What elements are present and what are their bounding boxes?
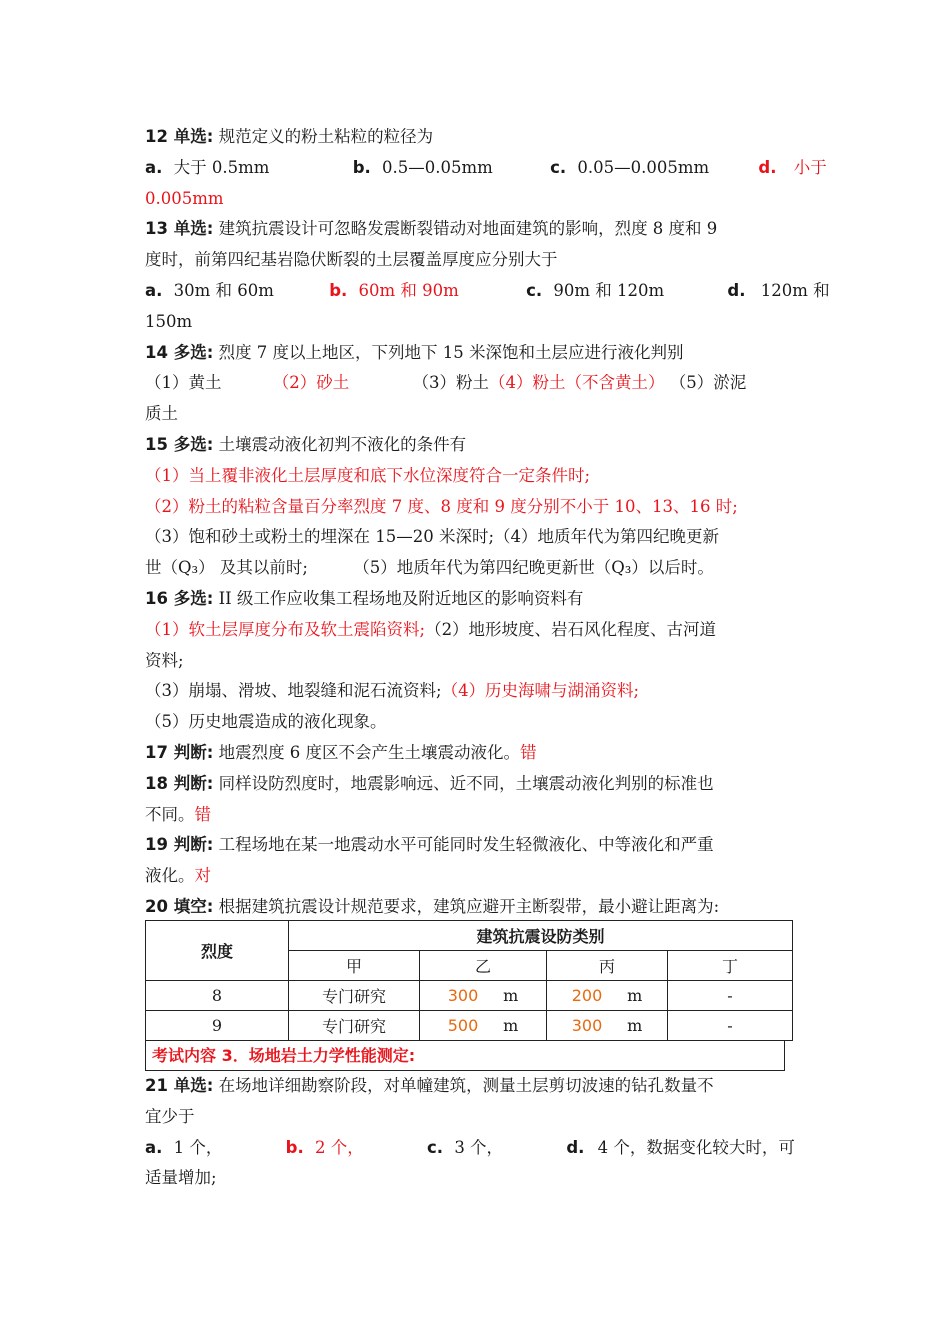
question-number: 20 填空: xyxy=(145,896,214,916)
question-number: 13 单选: xyxy=(145,219,214,239)
question-number: 17 判断: xyxy=(145,742,214,762)
cell-jia: 专门研究 xyxy=(289,1011,420,1041)
option-2: （2）粉土的粘粒含量百分率烈度 7 度、8 度和 9 度分别不小于 10、13、16 时; xyxy=(145,496,738,516)
question-17 xyxy=(145,738,810,769)
header-cat: 丁 xyxy=(668,951,793,981)
question-text: 地震烈度 6 度区不会产生土壤震动液化。 xyxy=(218,742,521,762)
unit: m xyxy=(503,986,519,1005)
option-d-continued: 150m xyxy=(145,311,193,331)
question-19 xyxy=(145,830,810,861)
option-d-continued: 0.005mm xyxy=(145,188,224,208)
option-5-continued: 质土 xyxy=(145,404,178,424)
option-2: （2）砂土 xyxy=(272,373,350,393)
fill-value: 500 xyxy=(447,1016,479,1035)
option-d-continued: 适量增加; xyxy=(145,1168,217,1188)
unit: m xyxy=(627,986,643,1005)
document-body-continued xyxy=(145,1071,810,1194)
option-key: a. xyxy=(145,280,163,300)
cell-yi xyxy=(420,981,547,1011)
question-19-line xyxy=(145,861,810,892)
question-16-line xyxy=(145,615,810,646)
question-text: 在场地详细勘察阶段，对单幢建筑，测量土层剪切波速的钻孔数量不 xyxy=(218,1076,714,1095)
header-cat: 乙 xyxy=(420,951,547,981)
option-2: （2）地形坡度、岩石风化程度、古河道 xyxy=(425,619,717,639)
cell-intensity: 9 xyxy=(146,1011,289,1041)
option-a: 1 个， xyxy=(173,1137,223,1157)
question-text: 规范定义的粉土粘粒的粒径为 xyxy=(218,127,434,146)
option-2-continued: 资料; xyxy=(145,650,184,670)
option-c: 90m 和 120m xyxy=(553,280,665,300)
option-5: （5）淤泥 xyxy=(669,373,747,393)
question-16-line xyxy=(145,676,810,707)
question-21 xyxy=(145,1071,810,1102)
option-3-4: （3）饱和砂土或粉土的埋深在 15—20 米深时;（4）地质年代为第四纪晚更新 xyxy=(145,527,720,547)
option-key: c. xyxy=(550,157,567,177)
cell-yi xyxy=(420,1011,547,1041)
question-16 xyxy=(145,584,810,615)
exam-section-heading: 考试内容 3．场地岩土力学性能测定: xyxy=(145,1041,785,1071)
question-text: 土壤震动液化初判不液化的条件有 xyxy=(218,434,467,454)
question-15 xyxy=(145,430,810,461)
cell-ding: - xyxy=(668,1011,793,1041)
cell-bing xyxy=(547,981,668,1011)
question-number: 14 多选: xyxy=(145,342,214,362)
option-d: 120m 和 xyxy=(760,280,830,300)
answer: 错 xyxy=(520,742,537,762)
question-12-options xyxy=(145,153,827,184)
option-a: 大于 0.5mm xyxy=(173,157,270,177)
question-text: 工程场地在某一地震动水平可能同时发生轻微液化、中等液化和严重 xyxy=(218,835,714,855)
cell-bing xyxy=(547,1011,668,1041)
question-12 xyxy=(145,122,810,153)
question-number: 18 判断: xyxy=(145,773,214,793)
question-number: 21 单选: xyxy=(145,1076,214,1095)
answer: 错 xyxy=(194,804,211,824)
unit: m xyxy=(627,1016,643,1035)
option-3: （3）崩塌、滑坡、地裂缝和泥石流资料; xyxy=(145,681,442,701)
question-text: 建筑抗震设计可忽略发震断裂错动对地面建筑的影响，烈度 8 度和 9 xyxy=(218,219,718,239)
option-4: （4）粉土（不含黄土） xyxy=(489,373,665,393)
cell-ding: - xyxy=(668,981,793,1011)
fill-value: 300 xyxy=(447,986,479,1005)
answer: 对 xyxy=(194,866,211,886)
option-key: b. xyxy=(352,157,371,177)
question-number: 15 多选: xyxy=(145,434,214,454)
table-row xyxy=(146,981,793,1011)
question-13-options xyxy=(145,276,830,307)
option-c: 3 个， xyxy=(454,1137,504,1157)
option-key: d. xyxy=(566,1137,585,1157)
question-number: 12 单选: xyxy=(145,127,214,146)
question-20 xyxy=(145,892,810,923)
question-text-continued: 液化。 xyxy=(145,866,195,886)
question-text: 同样设防烈度时，地震影响远、近不同，土壤震动液化判别的标准也 xyxy=(218,773,714,793)
option-4: （4）历史海啸与湖涌资料; xyxy=(441,681,640,701)
question-18 xyxy=(145,769,810,800)
avoidance-distance-table xyxy=(145,920,793,1041)
question-15-line xyxy=(145,553,810,584)
question-18-line xyxy=(145,800,810,831)
header-category-group: 建筑抗震设防类别 xyxy=(289,921,793,951)
option-b: 60m 和 90m xyxy=(358,280,459,300)
option-b: 2 个， xyxy=(315,1137,364,1157)
option-key: c. xyxy=(427,1137,444,1157)
question-text-continued: 不同。 xyxy=(145,804,195,824)
option-5: （5）地质年代为第四纪晚更新世（Q₃）以后时。 xyxy=(353,558,714,578)
option-key: c. xyxy=(526,280,543,300)
option-key: a. xyxy=(145,157,163,177)
option-key: d. xyxy=(758,157,777,177)
option-a: 30m 和 60m xyxy=(173,280,274,300)
fill-value: 200 xyxy=(571,986,603,1005)
question-text: 根据建筑抗震设计规范要求，建筑应避开主断裂带，最小避让距离为: xyxy=(218,896,720,916)
question-13 xyxy=(145,214,810,245)
option-d: 小于 xyxy=(793,157,827,177)
header-cat: 甲 xyxy=(289,951,420,981)
fill-value: 300 xyxy=(571,1016,603,1035)
option-5: （5）历史地震造成的液化现象。 xyxy=(145,712,387,732)
option-4-continued: 世（Q₃） 及其以前时; xyxy=(145,558,308,578)
unit: m xyxy=(503,1016,519,1035)
question-text-continued: 度时，前第四纪基岩隐伏断裂的土层覆盖厚度应分别大于 xyxy=(145,250,558,270)
option-c: 0.05—0.005mm xyxy=(577,157,710,177)
question-21-options xyxy=(145,1133,810,1164)
option-1: （1）当上覆非液化土层厚度和底下水位深度符合一定条件时; xyxy=(145,465,591,485)
option-1: （1）黄土 xyxy=(145,373,222,393)
option-key: d. xyxy=(727,280,746,300)
question-number: 16 多选: xyxy=(145,588,214,608)
question-text: II 级工作应收集工程场地及附近地区的影响资料有 xyxy=(218,588,584,608)
question-text: 烈度 7 度以上地区，下列地下 15 米深饱和土层应进行液化判别 xyxy=(218,342,684,362)
cell-intensity: 8 xyxy=(146,981,289,1011)
question-14-options xyxy=(145,368,810,399)
cell-jia: 专门研究 xyxy=(289,981,420,1011)
question-14 xyxy=(145,338,810,369)
document-body xyxy=(145,122,830,923)
option-d: 4 个，数据变化较大时，可 xyxy=(597,1137,795,1157)
question-text-continued: 宜少于 xyxy=(145,1106,195,1126)
header-intensity: 烈度 xyxy=(146,921,289,981)
option-key: a. xyxy=(145,1137,163,1157)
option-b: 0.5—0.05mm xyxy=(382,157,493,177)
option-3: （3）粉土 xyxy=(412,373,489,393)
table-row xyxy=(146,1011,793,1041)
option-1: （1）软土层厚度分布及软土震陷资料; xyxy=(145,619,426,639)
option-key: b. xyxy=(329,280,348,300)
option-key: b. xyxy=(285,1137,304,1157)
header-cat: 丙 xyxy=(547,951,668,981)
question-number: 19 判断: xyxy=(145,835,214,855)
